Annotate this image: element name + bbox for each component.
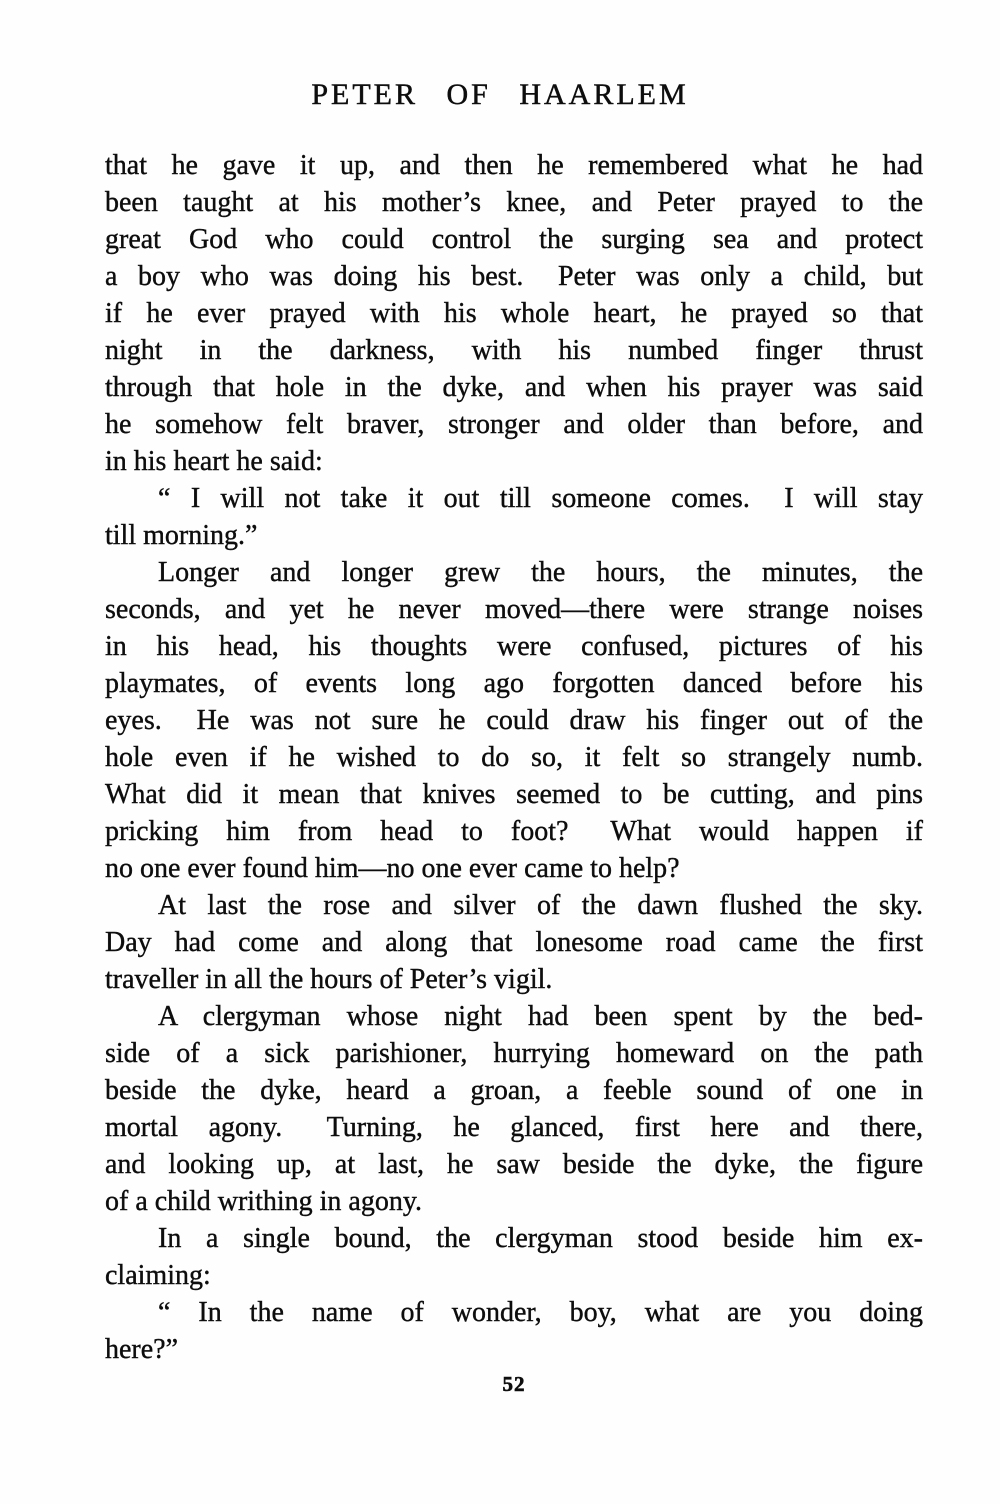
text-line: Day had come and along that lonesome road came the first	[105, 927, 923, 958]
text-line: Longer and longer grew the hours, the minutes, the	[158, 557, 923, 588]
text-line: in his head, his thoughts were confused, pictures of his	[105, 631, 923, 662]
text-line: and looking up, at last, he saw beside the dyke, the figure	[105, 1149, 923, 1180]
paragraph	[105, 1220, 923, 1294]
text-line: he somehow felt braver, stronger and older than before, and	[105, 409, 923, 440]
text-line: hole even if he wished to do so, it felt so strangely numb.	[105, 742, 923, 773]
text-line: In a single bound, the clergyman stood beside him ex-	[158, 1223, 923, 1254]
text-line: a boy who was doing his best. Peter was only a child, but	[105, 261, 923, 292]
text-line: great God who could control the surging sea and protect	[105, 224, 923, 255]
text-line: that he gave it up, and then he remembered what he had	[105, 150, 923, 181]
paragraph	[105, 147, 923, 480]
text-line: playmates, of events long ago forgotten danced before his	[105, 668, 923, 699]
running-head-title: PETER OF HAARLEM	[311, 78, 689, 111]
text-line: no one ever found him—no one ever came to help?	[105, 853, 680, 884]
body-text-block	[105, 147, 923, 1368]
text-line: What did it mean that knives seemed to be cutting, and pins	[105, 779, 923, 810]
text-line: of a child writhing in agony.	[105, 1186, 423, 1217]
text-line: in his heart he said:	[105, 446, 323, 477]
text-line: eyes. He was not sure he could draw his finger out of the	[105, 705, 923, 736]
text-line: “ I will not take it out till someone comes. I will stay	[158, 483, 923, 514]
text-line: “ In the name of wonder, boy, what are you doing	[158, 1297, 923, 1328]
paragraph	[105, 887, 923, 998]
text-line: here?”	[105, 1334, 179, 1365]
paragraph	[105, 1294, 923, 1368]
paragraph	[105, 554, 923, 887]
text-line: if he ever prayed with his whole heart, he prayed so that	[105, 298, 923, 329]
text-line: through that hole in the dyke, and when his prayer was said	[105, 372, 923, 403]
text-line: beside the dyke, heard a groan, a feeble sound of one in	[105, 1075, 923, 1106]
text-line: side of a sick parishioner, hurrying homeward on the path	[105, 1038, 923, 1069]
page-number: 52	[502, 1372, 526, 1396]
text-line: till morning.”	[105, 520, 258, 551]
text-line: been taught at his mother’s knee, and Peter prayed to the	[105, 187, 923, 218]
paragraph	[105, 998, 923, 1220]
text-line: night in the darkness, with his numbed finger thrust	[105, 335, 923, 366]
text-line: pricking him from head to foot? What would happen if	[105, 816, 923, 847]
text-line: A clergyman whose night had been spent by the bed-	[158, 1001, 923, 1032]
text-line: claiming:	[105, 1260, 211, 1291]
text-line: At last the rose and silver of the dawn flushed the sky.	[158, 890, 923, 921]
text-line: seconds, and yet he never moved—there were strange noises	[105, 594, 923, 625]
paragraph	[105, 480, 923, 554]
text-line: mortal agony. Turning, he glanced, first here and there,	[105, 1112, 923, 1143]
text-line: traveller in all the hours of Peter’s vigil.	[105, 964, 553, 995]
